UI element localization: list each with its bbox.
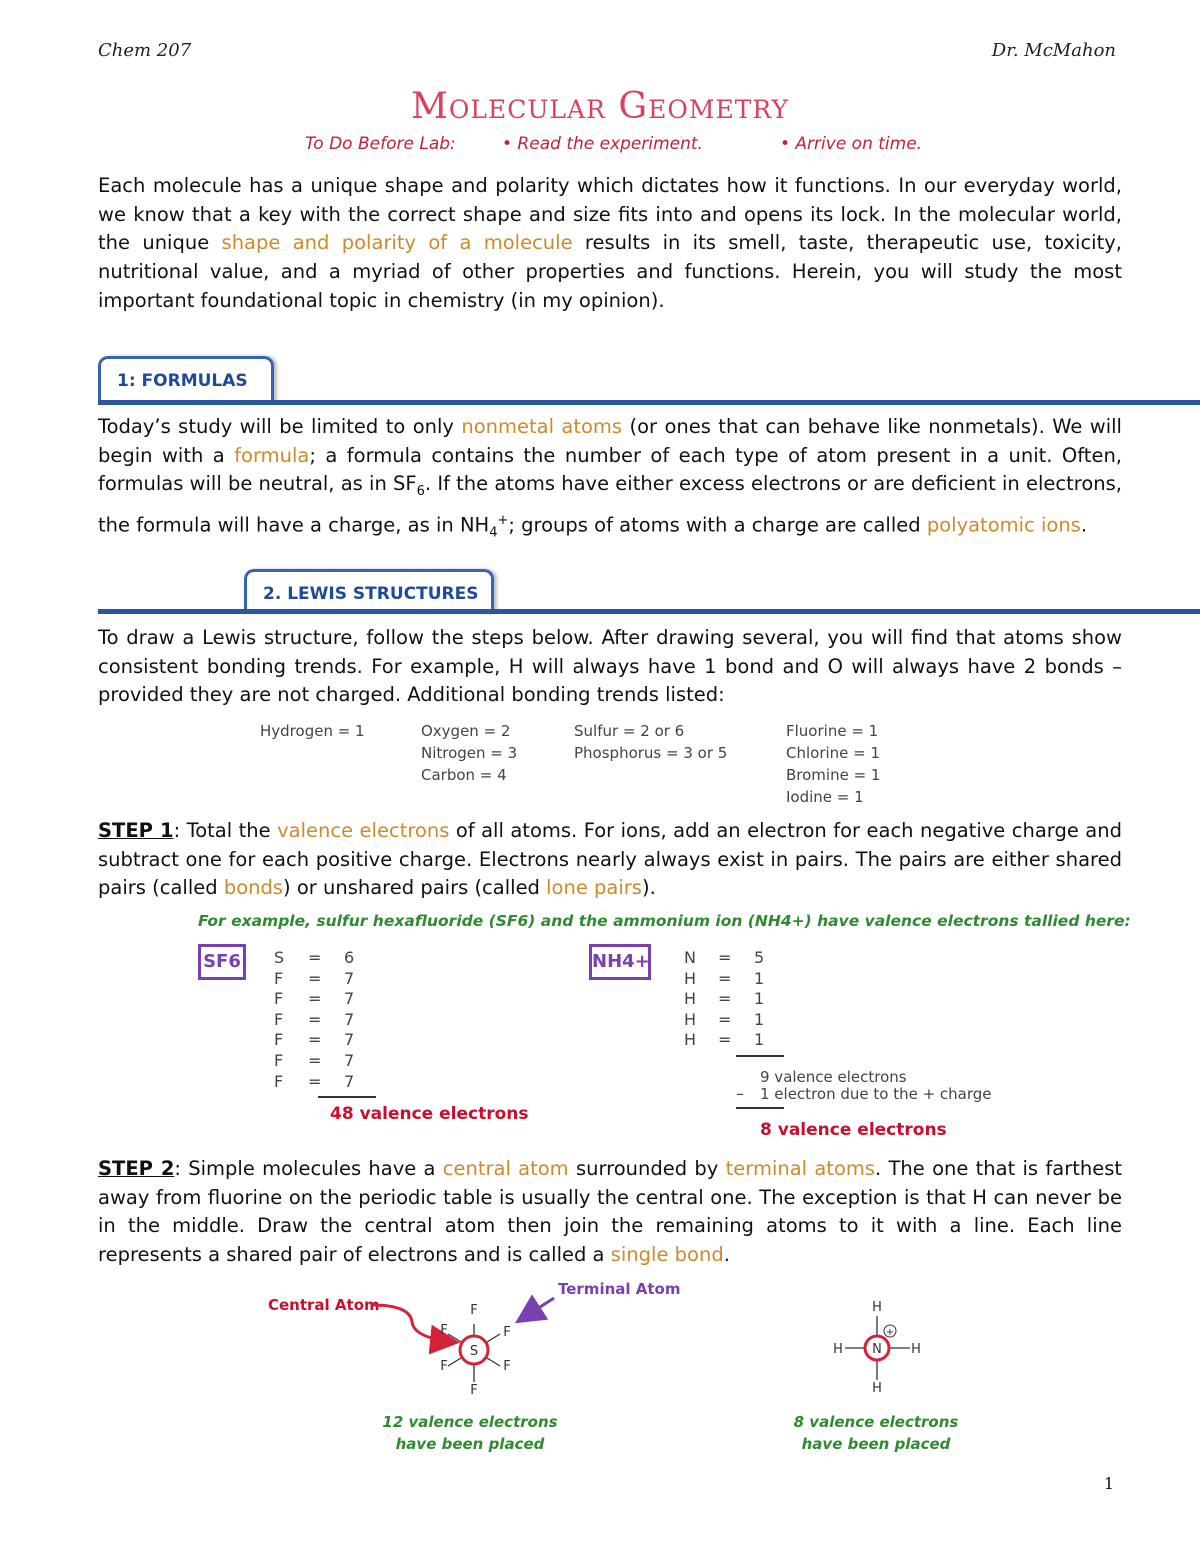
tally-row: N = 5 bbox=[684, 948, 765, 967]
step1-paragraph: STEP 1: Total the valence electrons of all atoms. For ions, add an electron for each negative charge and subtract one for each positive charge. Electrons nearly always exist in pairs. The pairs are either shared pairs (called bonds) or unshared pairs (called lone pairs). bbox=[98, 819, 1122, 900]
tally-row: F = 7 bbox=[274, 968, 355, 988]
sum-rule bbox=[318, 1096, 376, 1098]
instructor-name: Dr. McMahon bbox=[991, 40, 1116, 61]
terminal-arrow bbox=[520, 1298, 554, 1320]
trend-col-4: Fluorine = 1 Chlorine = 1 Bromine = 1 Iodine = 1 bbox=[786, 722, 881, 806]
svg-text:F: F bbox=[503, 1325, 511, 1340]
section-divider bbox=[98, 609, 1200, 614]
terminal-atom-label: Terminal Atom bbox=[558, 1280, 681, 1298]
formulas-paragraph: Today’s study will be limited to only nonmetal atoms (or ones that can behave like nonmetals). We will begin with a formula; a formula contains the number of each type of atom present in a unit. Often, formulas will be neutral, as in $SF_6$. If the atoms have either excess electrons or are deficient in electrons, the formula will have a charge, as in $NH_4^+$; groups of atoms with a charge are called polyatomic ions. bbox=[98, 415, 1122, 541]
highlight-term: shape and polarity of a molecule bbox=[221, 231, 573, 255]
course-name: Chem 207 bbox=[98, 40, 192, 61]
nh4-charge-note: 1 electron due to the + charge bbox=[760, 1085, 992, 1103]
sf6-box: SF6 bbox=[198, 944, 246, 980]
svg-text:F: F bbox=[503, 1359, 511, 1374]
step2-paragraph: STEP 2: Simple molecules have a central atom surrounded by terminal atoms. The one that is farthest away from fluorine on the periodic table is usually the central one. The exception is that H can never be in the middle. Draw the central atom then join the remaining atoms to it with a line. Each line represents a shared pair of electrons and is called a single bond. bbox=[98, 1157, 1123, 1267]
page-title: Molecular Geometry bbox=[411, 86, 789, 127]
svg-text:F: F bbox=[470, 1303, 478, 1318]
charge-symbol: + bbox=[885, 1327, 895, 1338]
nh4-caption-line1: 8 valence electrons bbox=[793, 1413, 959, 1431]
svg-text:N: N bbox=[872, 1342, 882, 1357]
todo-label: To Do Before Lab: bbox=[305, 134, 456, 154]
sf6-structure bbox=[440, 1303, 510, 1398]
minus-sign: – bbox=[736, 1084, 744, 1103]
lewis-paragraph: To draw a Lewis structure, follow the steps below. After drawing several, you will find that atoms show consistent bonding trends. For example, H will always have 1 bond and O will always have 2 bonds – provided they are not charged. Additional bonding trends listed: bbox=[98, 626, 1122, 707]
step1-example: For example, sulfur hexafluoride (SF6) and the ammonium ion (NH4+) have valence electrons tallied here: bbox=[198, 912, 1131, 930]
sf6-caption-line2: have been placed bbox=[395, 1435, 545, 1453]
svg-text:F: F bbox=[440, 1323, 448, 1338]
tally-row: H = 1 bbox=[684, 1030, 765, 1050]
nh4-subtotal: 9 valence electrons bbox=[760, 1068, 907, 1086]
svg-text:F: F bbox=[440, 1359, 448, 1374]
tally-row: F = 7 bbox=[274, 1071, 355, 1091]
sum-rule bbox=[736, 1107, 784, 1109]
section-divider bbox=[98, 400, 1200, 405]
nh4-caption-line2: have been placed bbox=[801, 1435, 951, 1453]
page-number: 1 bbox=[1103, 1474, 1114, 1493]
svg-text:H: H bbox=[833, 1342, 843, 1357]
tally-row: H = 1 bbox=[684, 1009, 765, 1029]
sf6-caption-line1: 12 valence electrons bbox=[382, 1413, 558, 1431]
sf6-total: 48 valence electrons bbox=[330, 1104, 529, 1124]
tally-row: F = 7 bbox=[274, 1050, 355, 1070]
tally-row: H = 1 bbox=[684, 989, 765, 1009]
tally-row: H = 1 bbox=[684, 968, 765, 988]
svg-text:H: H bbox=[872, 1381, 882, 1396]
trend-col-3: Sulfur = 2 or 6 Phosphorus = 3 or 5 bbox=[574, 722, 728, 762]
tally-row: F = 7 bbox=[274, 1030, 355, 1050]
nh4-total: 8 valence electrons bbox=[760, 1120, 947, 1140]
todo-item-arrive: • Arrive on time. bbox=[780, 134, 923, 154]
tally-row: F = 7 bbox=[274, 989, 355, 1009]
todo-item-read: • Read the experiment. bbox=[502, 134, 703, 154]
tally-row: F = 7 bbox=[274, 1009, 355, 1029]
central-atom-label: Central Atom bbox=[268, 1296, 380, 1314]
lewis-diagram bbox=[0, 1270, 1200, 1470]
nh4-tally bbox=[684, 948, 774, 1051]
tally-row: S = 6 bbox=[274, 948, 355, 967]
svg-text:F: F bbox=[470, 1383, 478, 1398]
section-tab-formulas: 1: FORMULAS bbox=[98, 356, 274, 402]
trend-col-1: Hydrogen = 1 bbox=[260, 722, 365, 740]
section-tab-lewis: 2. LEWIS STRUCTURES bbox=[244, 569, 494, 613]
svg-text:S: S bbox=[469, 1344, 479, 1359]
intro-paragraph: Each molecule has a unique shape and polarity which dictates how it functions. In our everyday world, we know that a key with the correct shape and size fits into and opens its lock. In the molecular world, the unique shape and polarity of a molecule results in its smell, taste, therapeutic use, toxicity, nutritional value, and a myriad of other properties and functions. Herein, you will study the most important foundational topic in chemistry (in my opinion). bbox=[98, 174, 1122, 312]
nh4-structure bbox=[833, 1300, 921, 1396]
trend-col-2: Oxygen = 2 Nitrogen = 3 Carbon = 4 bbox=[421, 722, 518, 784]
sum-rule bbox=[736, 1055, 784, 1057]
nh4-box: NH4+ bbox=[589, 944, 651, 980]
svg-text:H: H bbox=[872, 1300, 882, 1315]
svg-text:H: H bbox=[911, 1342, 921, 1357]
sf6-tally bbox=[274, 948, 364, 1092]
